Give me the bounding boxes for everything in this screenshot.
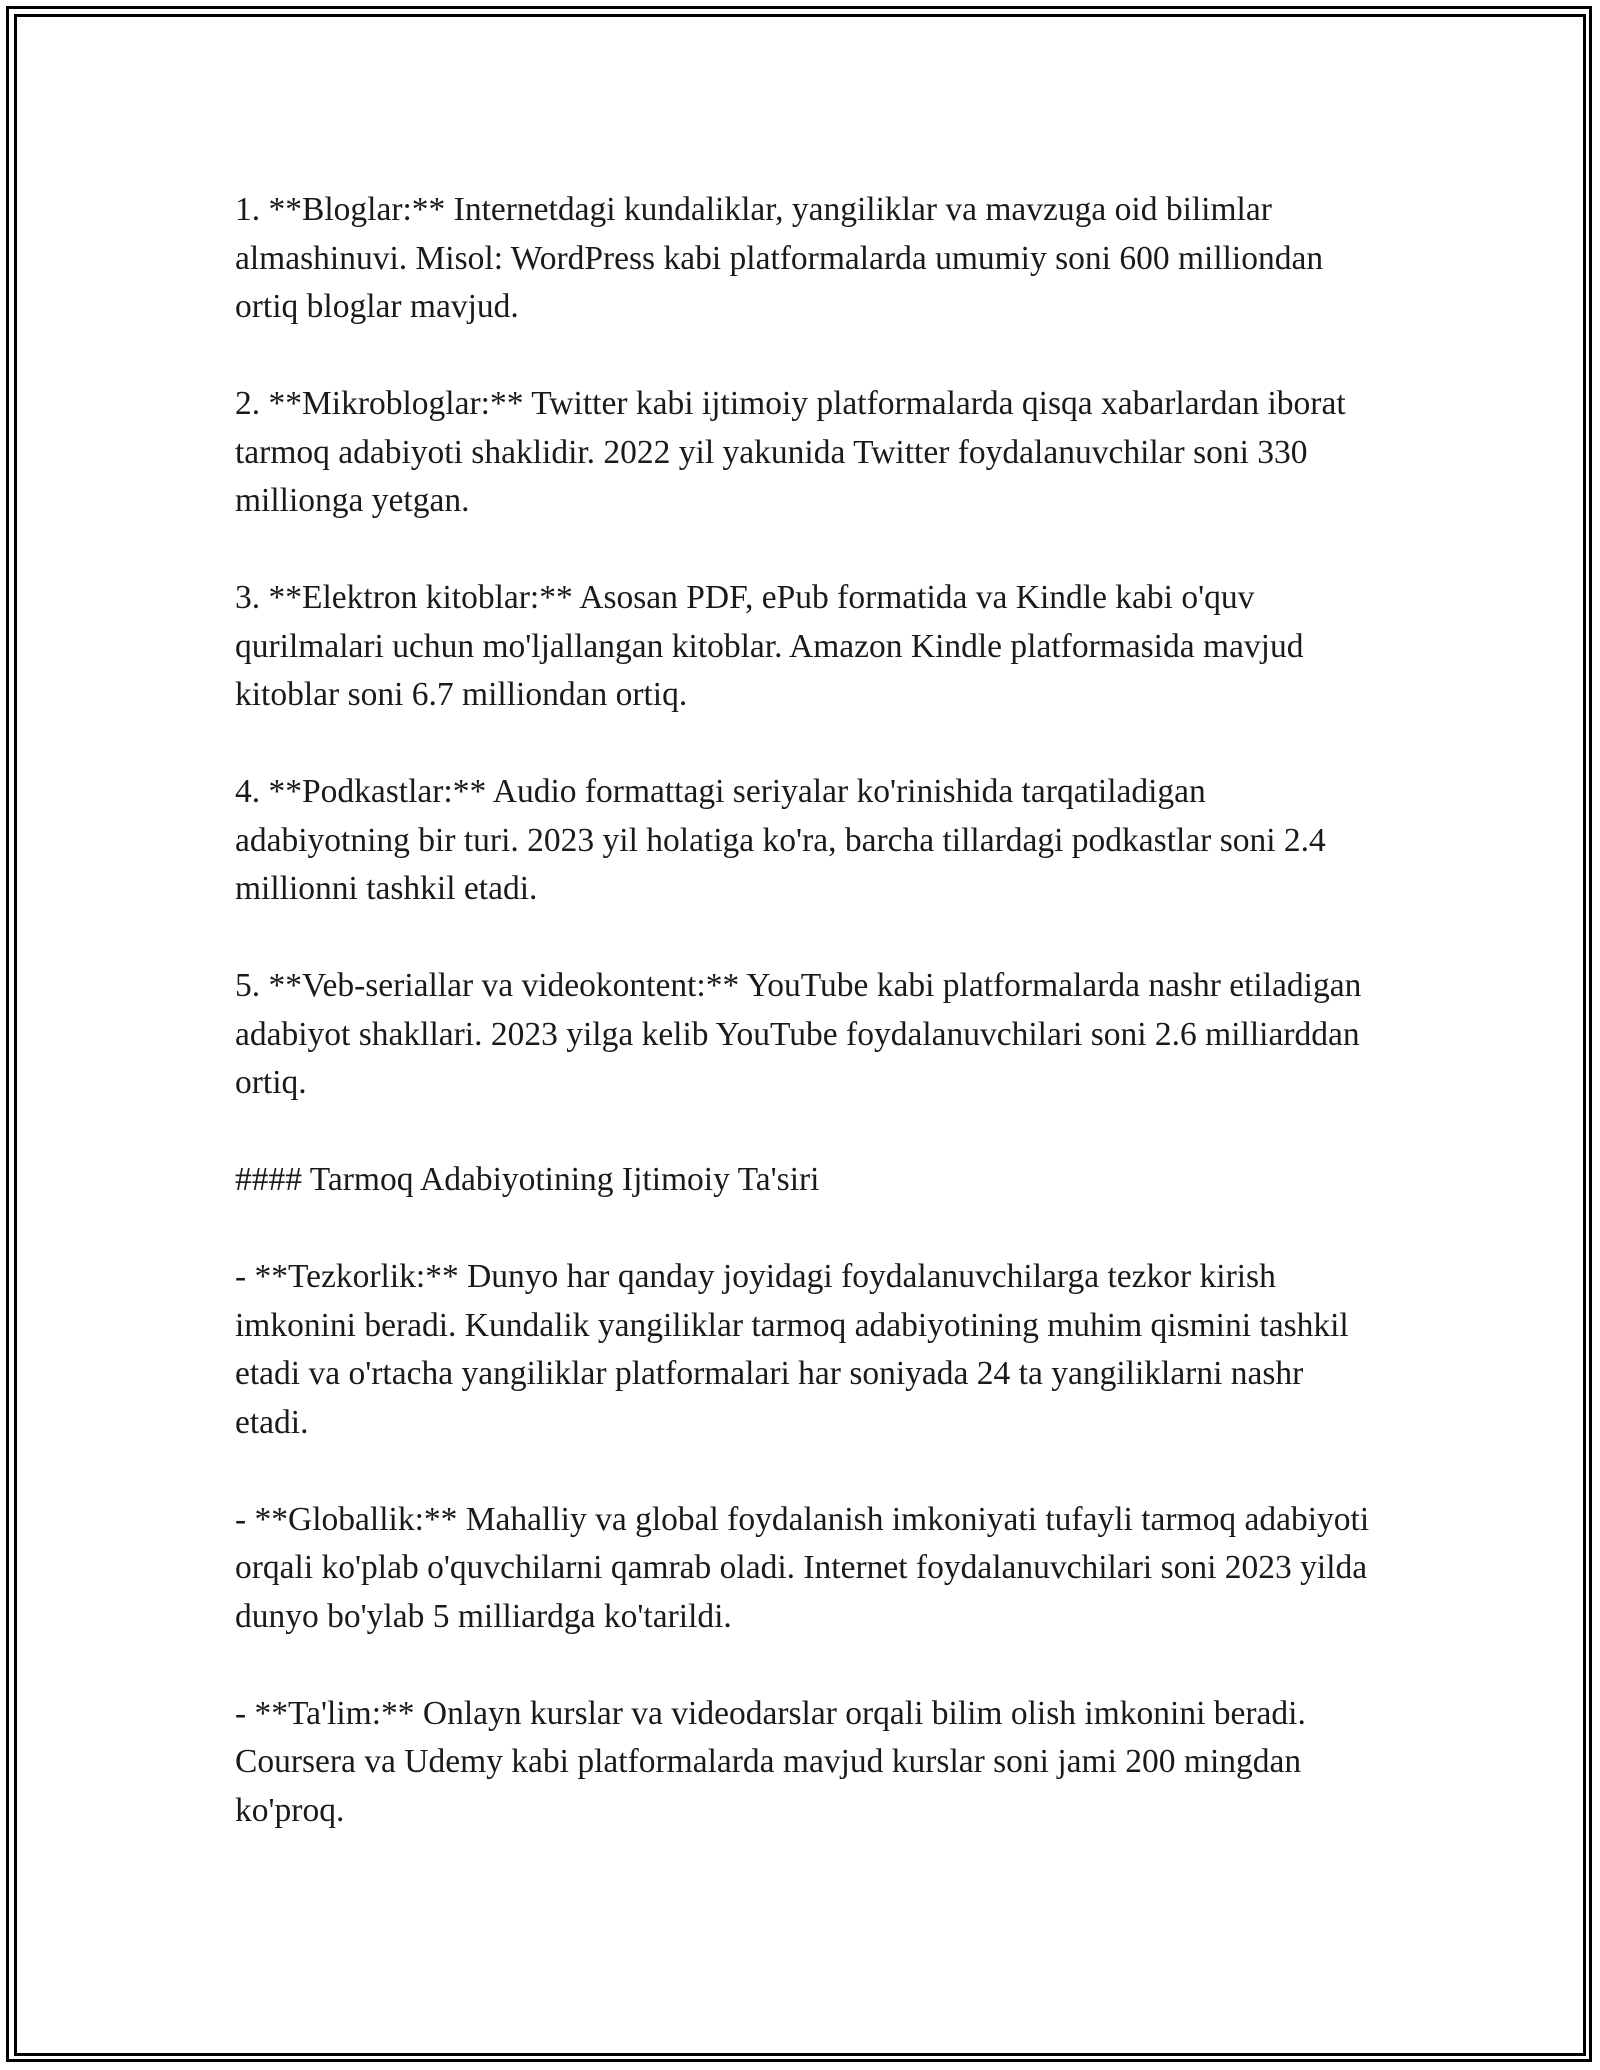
bullet-tezkorlik: - **Tezkorlik:** Dunyo har qanday joyidagi foydalanuvchilarga tezkor kirish imkonini beradi. Kundalik yangiliklar tarmoq adabiyotining muhim qismini tashkil etadi va o'rtacha yangiliklar platformalari har soniyada 24 ta yangiliklarni nashr etadi.: [235, 1258, 1349, 1441]
list-item-veb-seriallar: 5. **Veb-seriallar va videokontent:** YouTube kabi platformalarda nashr etiladigan adabiyot shakllari. 2023 yilga kelib YouTube foydalanuvchilari soni 2.6 milliarddan ortiq.: [235, 967, 1362, 1101]
bullet-talim: - **Ta'lim:** Onlayn kurslar va videodarslar orqali bilim olish imkonini beradi. Coursera va Udemy kabi platformalarda mavjud kurslar soni jami 200 mingdan ko'proq.: [235, 1694, 1306, 1829]
section-heading: #### Tarmoq Adabiyotining Ijtimoiy Ta'siri: [235, 1161, 820, 1198]
bullet-globallik: - **Globallik:** Mahalliy va global foydalanish imkoniyati tufayli tarmoq adabiyoti orqali ko'plab o'quvchilarni qamrab oladi. Internet foydalanuvchilari soni 2023 yilda dunyo bo'ylab 5 milliardga ko'tarildi.: [235, 1500, 1370, 1635]
list-item-elektron-kitoblar: 3. **Elektron kitoblar:** Asosan PDF, ePub formatida va Kindle kabi o'quv qurilmalari uchun mo'ljallangan kitoblar. Amazon Kindle platformasida mavjud kitoblar soni 6.7 milliondan ortiq.: [235, 579, 1304, 713]
list-item-podkastlar: 4. **Podkastlar:** Audio formattagi seriyalar ko'rinishida tarqatiladigan adabiyotning bir turi. 2023 yil holatiga ko'ra, barcha tillardagi podkastlar soni 2.4 millionni tashkil etadi.: [235, 773, 1326, 907]
list-item-mikrobloglar: 2. **Mikrobloglar:** Twitter kabi ijtimoiy platformalarda qisqa xabarlardan iborat tarmoq adabiyoti shaklidir. 2022 yil yakunida Twitter foydalanuvchilar soni 330 millionga yetgan.: [235, 385, 1346, 519]
document-body: [235, 186, 1385, 1884]
list-item-bloglar: 1. **Bloglar:** Internetdagi kundaliklar, yangiliklar va mavzuga oid bilimlar almashinuvi. Misol: WordPress kabi platformalarda umumiy soni 600 milliondan ortiq bloglar mavjud.: [235, 191, 1324, 325]
